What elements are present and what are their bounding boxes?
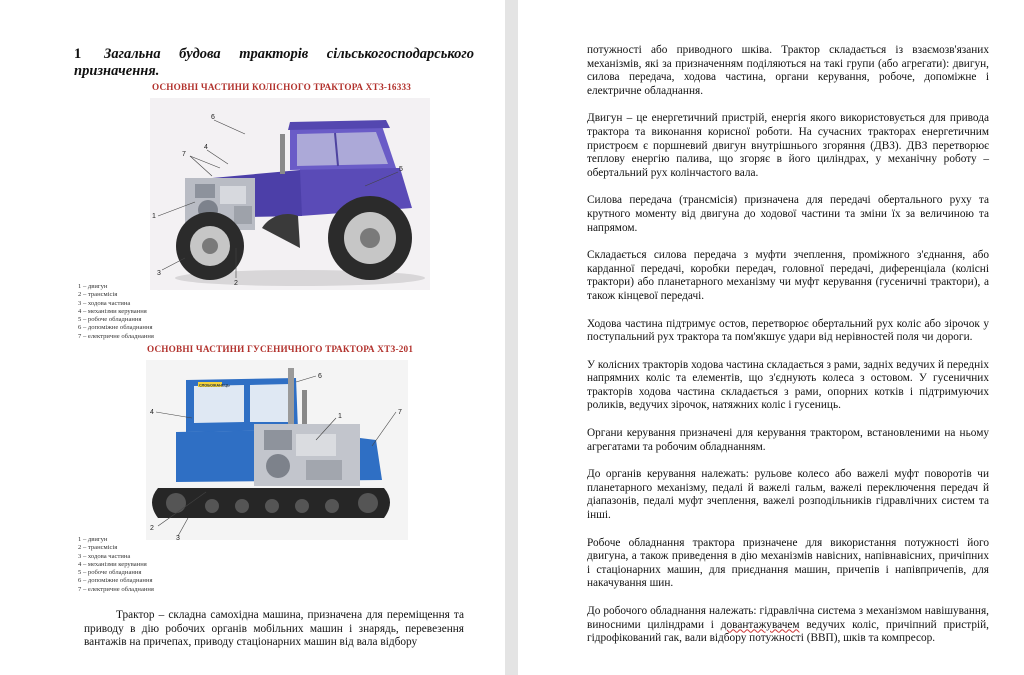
- figure1-legend: [78, 283, 154, 341]
- text-run: До робочого обладнання належать: гідравлічна система з механізмом навішування, виносними циліндрами і: [587, 605, 989, 631]
- text-run: ведучих коліс, причіпний пристрій, гідрофікований гак, вали відбору потужності (ВВП), шків та компресор.: [587, 618, 989, 645]
- crawler-tractor-image: [146, 360, 408, 540]
- legend-item: 7 – електричне обладнання: [78, 585, 154, 593]
- paragraph: Двигун – це енергетичний пристрій, енергія якого використовується для привода трактора та виконання корисної роботи. На сучасних тракторах енергетичним пристроєм є поршневий двигун внутрішнього згоряння (ДВЗ). ДВЗ перетворює теплову енергію палива, що згоряє в його циліндрах, у механічну роботу – обертальний рух колінчастого вала.: [587, 112, 989, 179]
- heading-title-line2: призначення.: [74, 63, 160, 79]
- paragraph: Силова передача (трансмісія) призначена для передачі обертального руху та крутного моменту від двигуна до ходової частини та зміни їх за величиною та напрямом.: [587, 194, 989, 234]
- figure2-callout-2: 2: [150, 525, 154, 532]
- legend-item: 1 – двигун: [78, 536, 108, 543]
- legend-item: 5 – робоче обладнання: [78, 316, 142, 324]
- legend-item: 3 – ходова частина: [78, 299, 131, 307]
- intro-paragraph: [84, 609, 464, 664]
- figure1-callout-4: 4: [204, 144, 208, 151]
- legend-item: 5 – робоче обладнання: [78, 569, 142, 577]
- paragraph: У колісних тракторів ходова частина складається з рами, задніх ведучих й передніх напрямних коліс та елементів, що з'єднують колеса з остовом. У гусеничних тракторів ходова частина складається з рами, опорних котків і підтримуючих роликів, ведучих зірочок, натяжних коліс і гусениць.: [587, 358, 989, 412]
- figure2-callout-1: 1: [338, 413, 342, 420]
- body-text: [587, 44, 989, 660]
- paragraph: Ходова частина підтримує остов, перетворює обертальний рух коліс або зірочок у поступальний рух трактора та пом'якшує удари від нерівностей поля чи дороги.: [587, 317, 989, 344]
- cab-brand-label: СЛОБОЖАНЕЦЬ: [199, 383, 230, 388]
- figure2-legend: [78, 536, 154, 594]
- figure2-title: ОСНОВНІ ЧАСТИНИ ГУСЕНИЧНОГО ТРАКТОРА ХТЗ-201: [147, 344, 414, 354]
- paragraph: Трактор – складна самохідна машина, призначена для переміщення та приводу в дію робочих органів мобільних машин і знарядь, перевезення вантажів на причепах, приводу стаціонарних машин від вала відбору: [84, 609, 464, 649]
- paragraph: Робоче обладнання трактора призначене для використання потужності його двигуна, а також приведення в дію механізмів навісних, напівнавісних, причіпних і стаціонарних машин, для приєднання машин, причепів і напівпричепів, для накачування шин.: [587, 536, 989, 590]
- legend-item: 6 – допоміжне обладнання: [78, 577, 153, 585]
- paragraph: До органів керування належать: рульове колесо або важелі муфт поворотів чи планетарного механізму, педалі й важелі гальм, важелі переключення передач й діапазонів, педалі муфт зчеплення, важелі розподільників гідравлічних систем та інші.: [587, 468, 989, 522]
- heading-title-line1: Загальна будова тракторів сільськогосподарського: [104, 46, 474, 62]
- figure1-callout-5: 5: [399, 166, 403, 173]
- figure2-callout-4: 4: [150, 409, 154, 416]
- paragraph: Складається силова передача з муфти зчеплення, проміжного з'єднання, або карданної передачі, коробки передач, головної передачі, диференціала (колісні трактори) або планетарного механізму чи муфт керування (гусеничні трактори), а також кінцевої передачі.: [587, 249, 989, 302]
- figure1-callout-3: 3: [157, 270, 161, 277]
- figure1-title: ОСНОВНІ ЧАСТИНИ КОЛІСНОГО ТРАКТОРА ХТЗ-16333: [152, 82, 412, 92]
- figure2-callout-6: 6: [318, 373, 322, 380]
- figure1-callout-2: 2: [234, 280, 238, 287]
- legend-item: 2 – трансмісія: [78, 291, 118, 299]
- figure1-callout-1: 1: [152, 213, 156, 220]
- legend-item: 4 – механізми керування: [78, 307, 147, 315]
- legend-item: 3 – ходова частина: [78, 552, 131, 560]
- figure1-callout-6: 6: [211, 114, 215, 121]
- legend-item: 7 – електричне обладнання: [78, 332, 154, 340]
- paragraph: Органи керування призначені для керування трактором, встановленими на ньому агрегатами та робочим обладнанням.: [587, 427, 989, 453]
- paragraph: потужності або приводного шківа. Трактор складається із взаємозв'язаних механізмів, які за призначенням поділяються на такі групи (або агрегати): двигун, силова передача, ходова частина, органи керування, робоче, допоміжне і електричне обладнання.: [587, 44, 989, 97]
- spellcheck-marked-word[interactable]: довантажувачем: [720, 618, 800, 631]
- paragraph-last: [587, 605, 989, 646]
- figure1-callout-7: 7: [182, 151, 186, 158]
- figure2-callout-7: 7: [398, 409, 402, 416]
- document-page-left: [0, 0, 505, 675]
- legend-item: 4 – механізми керування: [78, 560, 147, 568]
- legend-item: 2 – трансмісія: [78, 544, 118, 552]
- wheeled-tractor-image: [150, 98, 430, 290]
- figure2-callout-3: 3: [176, 535, 180, 540]
- legend-item: 1 – двигун: [78, 283, 108, 290]
- page-gap: [505, 0, 518, 675]
- legend-item: 6 – допоміжне обладнання: [78, 324, 153, 332]
- document-page-right: [518, 0, 1024, 675]
- section-heading: [74, 46, 474, 80]
- heading-number: 1: [74, 46, 82, 62]
